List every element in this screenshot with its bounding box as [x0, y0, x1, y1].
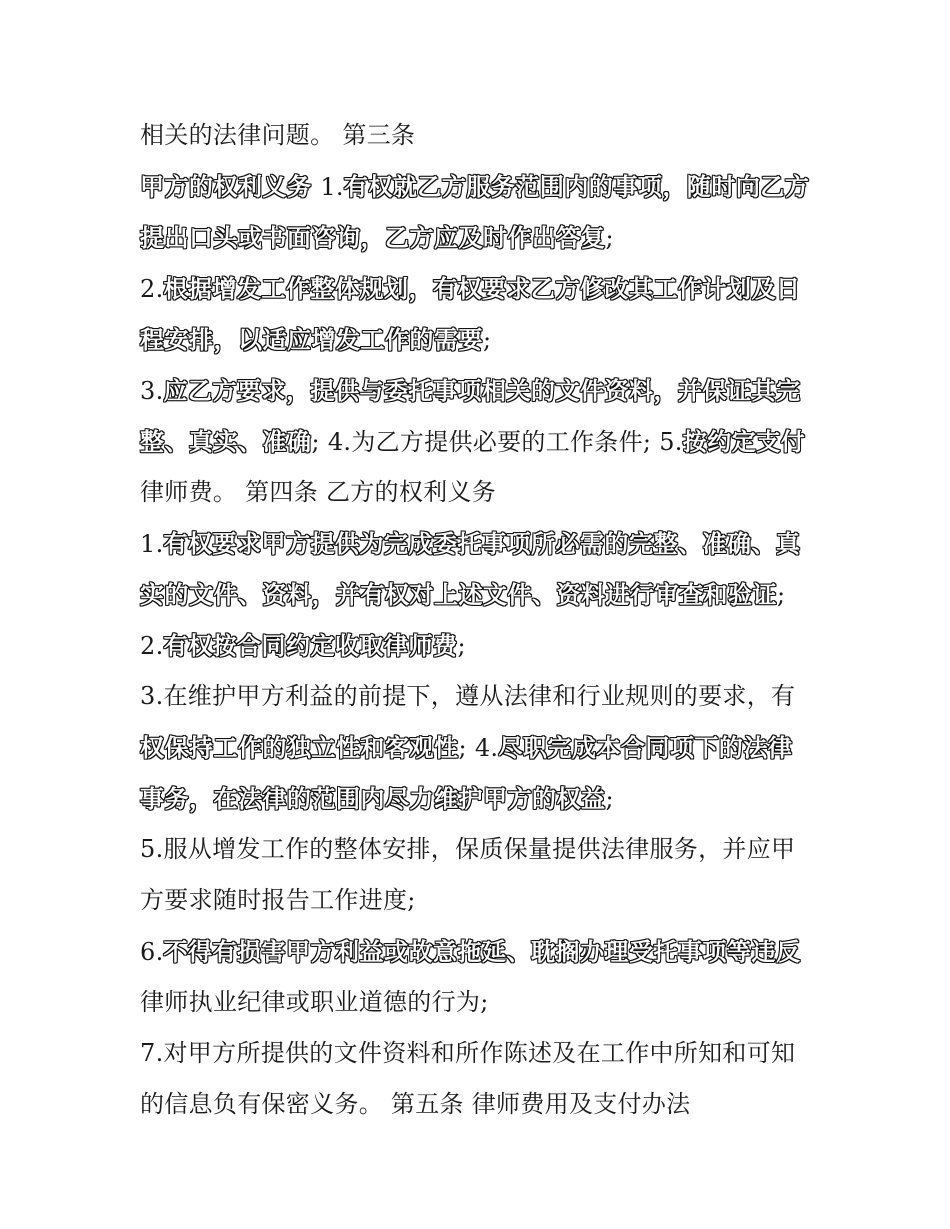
text-run: 实的文件、资料，并有权对上述文件、资料进行审查和验证: [140, 580, 777, 609]
text-run: 有权要求甲方提供为完成委托事项所必需的完整、准确、真: [163, 529, 801, 558]
text-run: 程安排，以适应增发工作的需要: [140, 325, 483, 354]
text-line: [140, 977, 820, 1028]
text-line: [140, 1079, 820, 1130]
text-run: 2.: [140, 632, 164, 660]
text-line: [140, 416, 820, 467]
text-run: 权保持工作的独立性和客观性: [140, 733, 459, 762]
text-run: 1.: [320, 173, 344, 201]
text-run: ; 4.: [458, 734, 499, 762]
text-line: [140, 773, 820, 824]
text-line: [140, 518, 820, 569]
text-run: 事务，在法律的范围内尽力维护甲方的权益: [140, 784, 606, 813]
text-run: 律师执业纪律或职业道德的行为;: [140, 988, 489, 1016]
text-line: [140, 365, 820, 416]
text-line: [140, 263, 820, 314]
text-run: 提出口头或书面咨询，乙方应及时作出答复: [140, 223, 606, 252]
text-run: 3.在维护甲方利益的前提下，遵从法律和行业规则的要求，有: [140, 682, 796, 710]
text-line: [140, 212, 820, 263]
text-line: [140, 722, 820, 773]
text-line: [140, 620, 820, 671]
text-run: 2.: [140, 275, 164, 303]
text-run: 方要求随时报告工作进度;: [140, 886, 416, 914]
text-run: 7.对甲方所提供的文件资料和所作陈述及在工作中所知和可知: [140, 1039, 796, 1067]
text-run: 根据增发工作整体规划，有权要求乙方修改其工作计划及日: [163, 274, 801, 303]
text-line: [140, 467, 820, 518]
text-line: [140, 926, 820, 977]
text-run: 尽职完成本合同项下的法律: [498, 733, 793, 762]
text-run: 律师费。 第四条 乙方的权利义务: [140, 478, 497, 506]
text-line: [140, 110, 820, 161]
text-run: ; 4.为乙方提供必要的工作条件; 5.: [311, 428, 683, 456]
text-run: 不得有损害甲方利益或故意拖延、耽搁办理受托事项等违反: [163, 937, 801, 966]
text-run: ;: [605, 224, 614, 252]
text-run: 应乙方要求，提供与委托事项相关的文件资料，并保证其完: [163, 376, 801, 405]
text-run: 有权就乙方服务范围内的事项，随时向乙方: [343, 172, 810, 201]
text-run: 按约定支付: [682, 427, 806, 456]
text-run: 6.: [140, 938, 164, 966]
text-run: 的信息负有保密义务。 第五条 律师费用及支付办法: [140, 1090, 691, 1118]
text-line: [140, 875, 820, 926]
text-line: [140, 824, 820, 875]
text-run: ;: [777, 581, 786, 609]
text-run: 3.: [140, 377, 164, 405]
text-line: [140, 569, 820, 620]
text-line: [140, 161, 820, 212]
text-run: ;: [605, 785, 614, 813]
text-run: ;: [483, 326, 492, 354]
text-run: 甲方的权利义务: [140, 172, 321, 201]
text-run: 整、真实、准确: [140, 427, 312, 456]
document-page: [140, 110, 820, 1130]
text-line: [140, 1028, 820, 1079]
text-run: ;: [457, 632, 466, 660]
text-run: 5.服从增发工作的整体安排，保质保量提供法律服务，并应甲: [140, 835, 796, 863]
text-run: 有权按合同约定收取律师费: [163, 631, 458, 660]
text-run: 相关的法律问题。 第三条: [140, 121, 416, 149]
text-run: 1.: [140, 530, 164, 558]
text-line: [140, 314, 820, 365]
text-line: [140, 671, 820, 722]
